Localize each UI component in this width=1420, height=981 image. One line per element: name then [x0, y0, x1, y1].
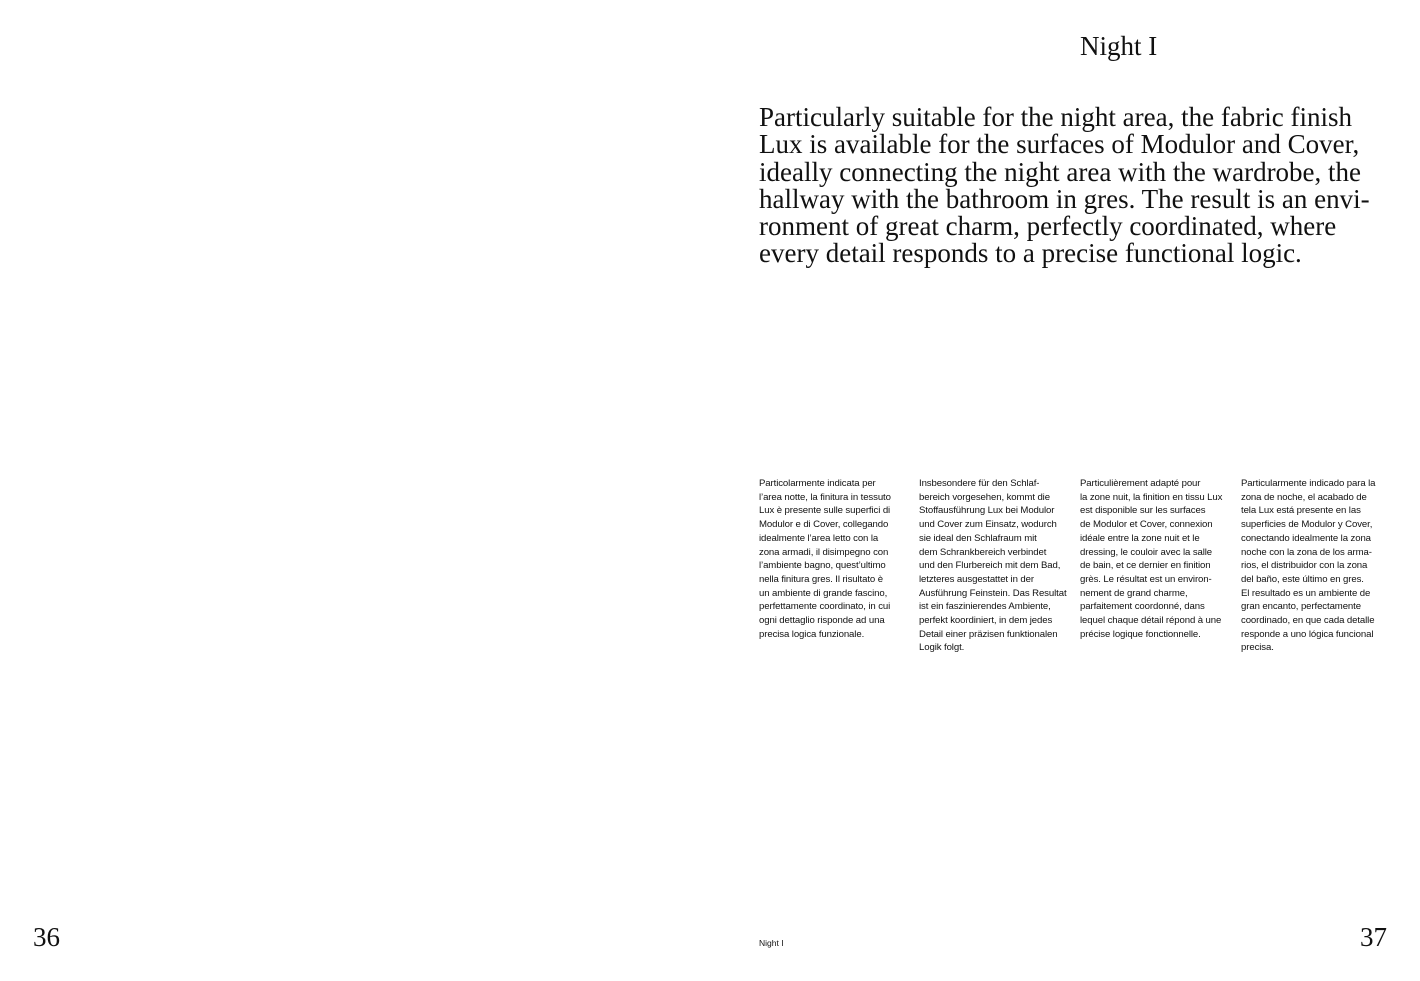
text-line: un ambiente di grande fascino, — [759, 587, 888, 599]
text-line: tela Lux está presente en las — [1241, 505, 1361, 517]
text-line: idéale entre la zone nuit et le — [1080, 532, 1200, 544]
text-line: superficies de Modulor y Cover, — [1241, 519, 1373, 531]
text-line: conectando idealmente la zona — [1241, 532, 1371, 544]
intro-paragraph — [759, 104, 1399, 268]
text-line: und Cover zum Einsatz, wodurch — [919, 519, 1057, 531]
text-line: perfettamente coordinato, in cui — [759, 601, 891, 613]
italian-text-column — [759, 477, 907, 641]
intro-line: ideally connecting the night area with the wardrobe, the — [759, 156, 1362, 187]
text-line: Detail einer präzisen funktionalen — [919, 628, 1058, 640]
text-line: Stoffausführung Lux bei Modulor — [919, 505, 1055, 517]
text-line: l’area notte, la finitura in tessuto — [759, 491, 891, 503]
text-line: parfaitement coordonné, dans — [1080, 601, 1205, 613]
text-line: la zone nuit, la finition en tissu Lux — [1080, 491, 1223, 503]
text-line: Ausführung Feinstein. Das Resultat — [919, 587, 1067, 599]
spanish-text-column — [1241, 477, 1389, 655]
german-text-column — [919, 477, 1067, 655]
text-line: ogni dettaglio risponde ad una — [759, 615, 885, 627]
text-line: Insbesondere für den Schlaf- — [919, 478, 1040, 489]
text-line: gran encanto, perfectamente — [1241, 601, 1361, 613]
text-line: de bain, et ce dernier en finition — [1080, 560, 1211, 572]
text-line: sie ideal den Schlafraum mit — [919, 532, 1037, 544]
text-line: Particolarmente indicata per — [759, 478, 876, 489]
intro-line: Lux is available for the surfaces of Modulor and Cover, — [759, 129, 1360, 160]
text-line: letzteres ausgestattet in der — [919, 573, 1034, 585]
text-line: responde a uno lógica funcional — [1241, 628, 1374, 640]
intro-line: hallway with the bathroom in gres. The result is an envi- — [759, 183, 1370, 214]
text-line: Particularmente indicado para la — [1241, 478, 1376, 489]
french-text-column — [1080, 477, 1228, 641]
text-line: l’ambiente bagno, quest’ultimo — [759, 560, 886, 572]
intro-line: Particularly suitable for the night area, the fabric finish — [759, 102, 1353, 132]
text-line: Lux è presente sulle superfici di — [759, 505, 891, 517]
text-line: idealmente l’area letto con la — [759, 532, 879, 544]
text-line: Modulor e di Cover, collegando — [759, 519, 889, 531]
text-line: El resultado es un ambiente de — [1241, 587, 1371, 599]
text-line: dressing, le couloir avec la salle — [1080, 546, 1213, 558]
text-line: ist ein faszinierendes Ambiente, — [919, 601, 1051, 613]
section-title: Night I — [1080, 31, 1158, 61]
text-line: est disponible sur les surfaces — [1080, 505, 1206, 517]
text-line: del baño, este último en gres. — [1241, 573, 1364, 585]
text-line: Particulièrement adapté pour — [1080, 478, 1201, 489]
text-line: coordinado, en que cada detalle — [1241, 615, 1375, 627]
text-line: precisa. — [1241, 642, 1274, 654]
text-line: zona armadi, il disimpegno con — [759, 546, 889, 558]
text-line: grès. Le résultat est un environ- — [1080, 573, 1212, 585]
running-footer: Night I — [759, 938, 784, 948]
text-line: bereich vorgesehen, kommt die — [919, 491, 1050, 503]
page-number-right: 37 — [1360, 922, 1387, 952]
text-line: lequel chaque détail répond à une — [1080, 615, 1222, 627]
text-line: dem Schrankbereich verbindet — [919, 546, 1047, 558]
text-line: noche con la zona de los arma- — [1241, 546, 1372, 558]
text-line: perfekt koordiniert, in dem jedes — [919, 615, 1053, 627]
text-line: précise logique fonctionnelle. — [1080, 628, 1201, 640]
text-line: precisa logica funzionale. — [759, 628, 865, 640]
text-line: nella finitura gres. Il risultato è — [759, 573, 883, 585]
intro-line: every detail responds to a precise functional logic. — [759, 238, 1302, 269]
text-line: zona de noche, el acabado de — [1241, 491, 1367, 503]
text-line: de Modulor et Cover, connexion — [1080, 519, 1213, 531]
intro-line: ronment of great charm, perfectly coordinated, where — [759, 211, 1337, 242]
text-line: und den Flurbereich mit dem Bad, — [919, 560, 1061, 572]
text-line: Logik folgt. — [919, 642, 965, 654]
page-number-left: 36 — [33, 922, 60, 952]
text-line: rios, el distribuidor con la zona — [1241, 560, 1368, 572]
text-line: nement de grand charme, — [1080, 587, 1188, 599]
